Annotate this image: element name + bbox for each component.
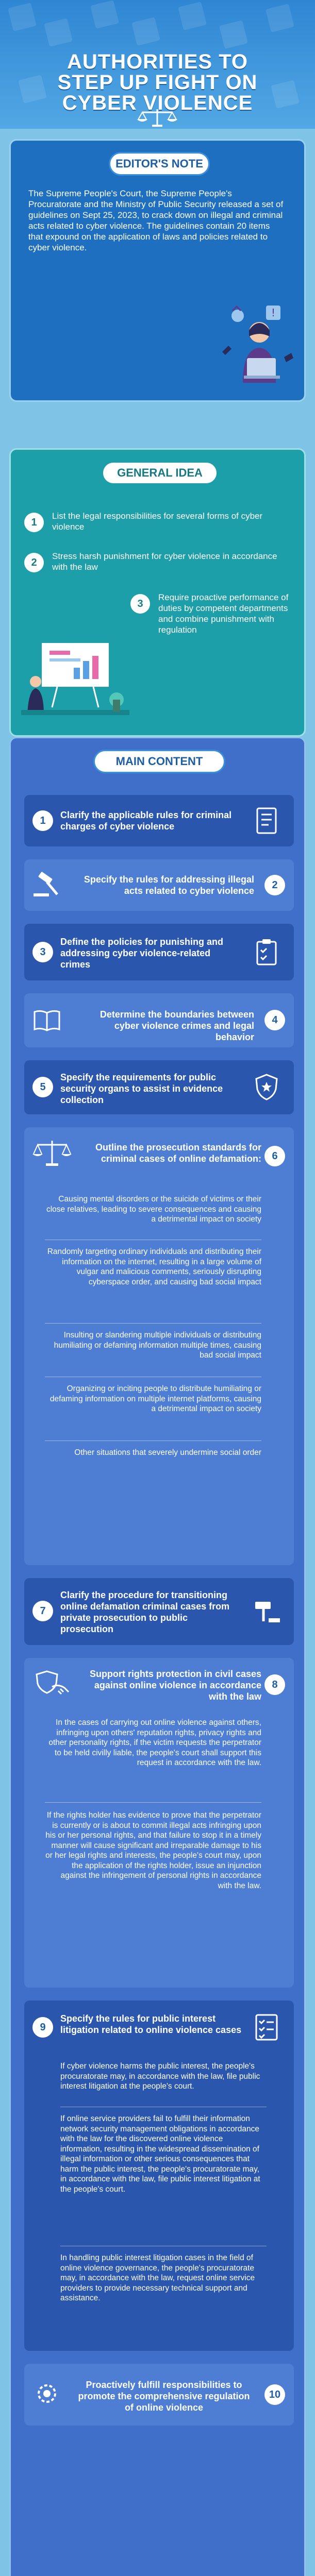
general-idea-panel	[9, 448, 306, 737]
item-title: Clarify the procedure for transitioning online defamation criminal cases from private prosecution to public prosecution	[60, 1590, 230, 1634]
item-title: Specify the rules for public interest litigation related to online violence cases	[60, 2013, 242, 2035]
content-item-6	[24, 1127, 294, 1565]
svg-text:!: !	[271, 307, 276, 319]
editors-note-panel	[9, 139, 306, 402]
general-idea-item: Require proactive performance of duties by competent departments and combine punishment with regulation	[158, 592, 289, 635]
divider	[45, 1802, 261, 1803]
item-number: 1	[32, 810, 53, 831]
item-title: Specify the requirements for public security organs to assist in evidence collection	[60, 1072, 223, 1105]
item-number: 10	[264, 2384, 285, 2405]
general-idea-heading: GENERAL IDEA	[102, 461, 218, 485]
item-title: Proactively fulfill responsibilities to promote the comprehensive regulation of online violence	[78, 2380, 250, 2413]
gavel-icon	[31, 870, 62, 901]
item-number: 7	[32, 1601, 53, 1621]
item-number: 9	[32, 2017, 53, 2038]
document-list-icon	[251, 805, 282, 836]
prosecution-standard: Randomly targeting ordinary individuals and distributing their information on the internet, resulting in a large volume of vulgar and malicious comments, seriously disrupting cyberspace order, and causing bad social impact	[47, 1247, 261, 1286]
main-content-heading: MAIN CONTENT	[93, 750, 225, 773]
item-paragraph: If the rights holder has evidence to prove that the perpetrator is currently or is about to commit illegal acts infringing upon his or her personal rights, and that failure to stop it in a timely manner will cause significant and irreparable damage to his or her legal rights and interests, the people's court may, upon the application of the rights holder, issue an injunction against the infringement of personal rights in accordance with the law.	[45, 1811, 261, 1890]
handshake-shield-icon	[31, 1668, 73, 1699]
content-item-5	[24, 1060, 294, 1114]
item-number: 6	[264, 1146, 285, 1166]
content-item-7	[24, 1578, 294, 1645]
content-item-1	[24, 795, 294, 846]
main-content-panel	[9, 737, 306, 2576]
police-badge-icon	[251, 1072, 282, 1103]
person-with-laptop-icon	[217, 300, 300, 388]
item-paragraph: In handling public interest litigation cases in the field of online violence governance, the people's procuratorate may, in accordance with the law, request online service providers to provide necessary technical support and assistance.	[60, 2253, 255, 2302]
general-idea-number: 3	[130, 594, 150, 614]
checklist-icon	[251, 2012, 282, 2043]
content-item-2	[24, 859, 294, 911]
divider	[45, 1323, 261, 1324]
prosecution-standard: Organizing or inciting people to distribute humiliating or defaming information on multiple internet platforms, causing a detrimental impact on society	[49, 1384, 261, 1413]
item-number: 5	[32, 1077, 53, 1097]
divider	[45, 1440, 261, 1441]
item-paragraph: If online service providers fail to fulfill their information network security management obligations in accordance with the law for the discovered online violence information, resulting in the widespread dissemination of illegal information or other serious consequences that harm the public interest, the people's procuratorate may, in accordance with the law, file public interest litigation at the people's court.	[60, 2114, 260, 2194]
scales-justice-icon	[31, 1138, 73, 1168]
content-item-3	[24, 924, 294, 980]
general-idea-item: Stress harsh punishment for cyber violence in accordance with the law	[52, 551, 277, 572]
clipboard-check-icon	[251, 937, 282, 968]
item-number: 2	[264, 875, 285, 895]
content-item-10	[24, 2364, 294, 2426]
header-banner	[0, 0, 315, 129]
editors-note-text: The Supreme People's Court, the Supreme People's Procuratorate and the Ministry of Public Security released a set of guidelines on Sept 25, 2023, to crack down on illegal and criminal acts related to cyber violence. The guidelines contain 20 items that expound on the application of laws and policies related to cyber violence.	[28, 189, 284, 252]
item-number: 8	[264, 1674, 285, 1695]
general-idea-item: List the legal responsibilities for several forms of cyber violence	[52, 511, 263, 532]
page-title: AUTHORITIES TO STEP UP FIGHT ON CYBER VIOLENCE	[57, 50, 258, 114]
scales-icon	[135, 107, 179, 128]
item-title: Specify the rules for addressing illegal acts related to cyber violence	[84, 874, 254, 896]
item-title: Determine the boundaries between cyber violence crimes and legal behavior	[100, 1009, 254, 1042]
item-title: Outline the prosecution standards for criminal cases of online defamation:	[95, 1142, 261, 1164]
item-number: 3	[32, 942, 53, 962]
hammer-gavel-icon	[251, 1596, 282, 1626]
gear-shield-icon	[31, 2378, 62, 2409]
prosecution-standard: Insulting or slandering multiple individuals or distributing humiliating or defaming information multiple times, causing bad social impact	[54, 1331, 261, 1360]
item-title: Support rights protection in civil cases against online violence in accordance with the law	[89, 1669, 261, 1702]
open-book-icon	[31, 1005, 62, 1036]
general-idea-number: 1	[24, 513, 44, 532]
item-paragraph: In the cases of carrying out online violence against others, infringing upon others' reputation rights, privacy rights and other personality rights, if the victim requests the perpetrator to be held civilly liable, the people's court shall support this request in accordance with the law.	[48, 1718, 261, 1767]
content-item-8	[24, 1658, 294, 1988]
item-title: Clarify the applicable rules for criminal charges of cyber violence	[60, 810, 232, 832]
content-item-9	[24, 2001, 294, 2351]
item-title: Define the policies for punishing and addressing cyber violence-related crimes	[60, 937, 224, 970]
editors-note-heading: EDITOR'S NOTE	[109, 152, 210, 176]
general-idea-number: 2	[24, 553, 44, 572]
prosecution-standard: Other situations that severely undermine social order	[74, 1448, 261, 1457]
content-item-4	[24, 993, 294, 1047]
prosecution-standard: Causing mental disorders or the suicide of victims or their close relatives, leading to severe consequences and causing a detrimental impact on society	[46, 1195, 261, 1224]
presentation-board-icon	[21, 633, 129, 718]
item-paragraph: If cyber violence harms the public interest, the people's procuratorate may, in accordance with the law, file public interest litigation at the people's court.	[60, 2062, 260, 2091]
item-number: 4	[264, 1010, 285, 1030]
